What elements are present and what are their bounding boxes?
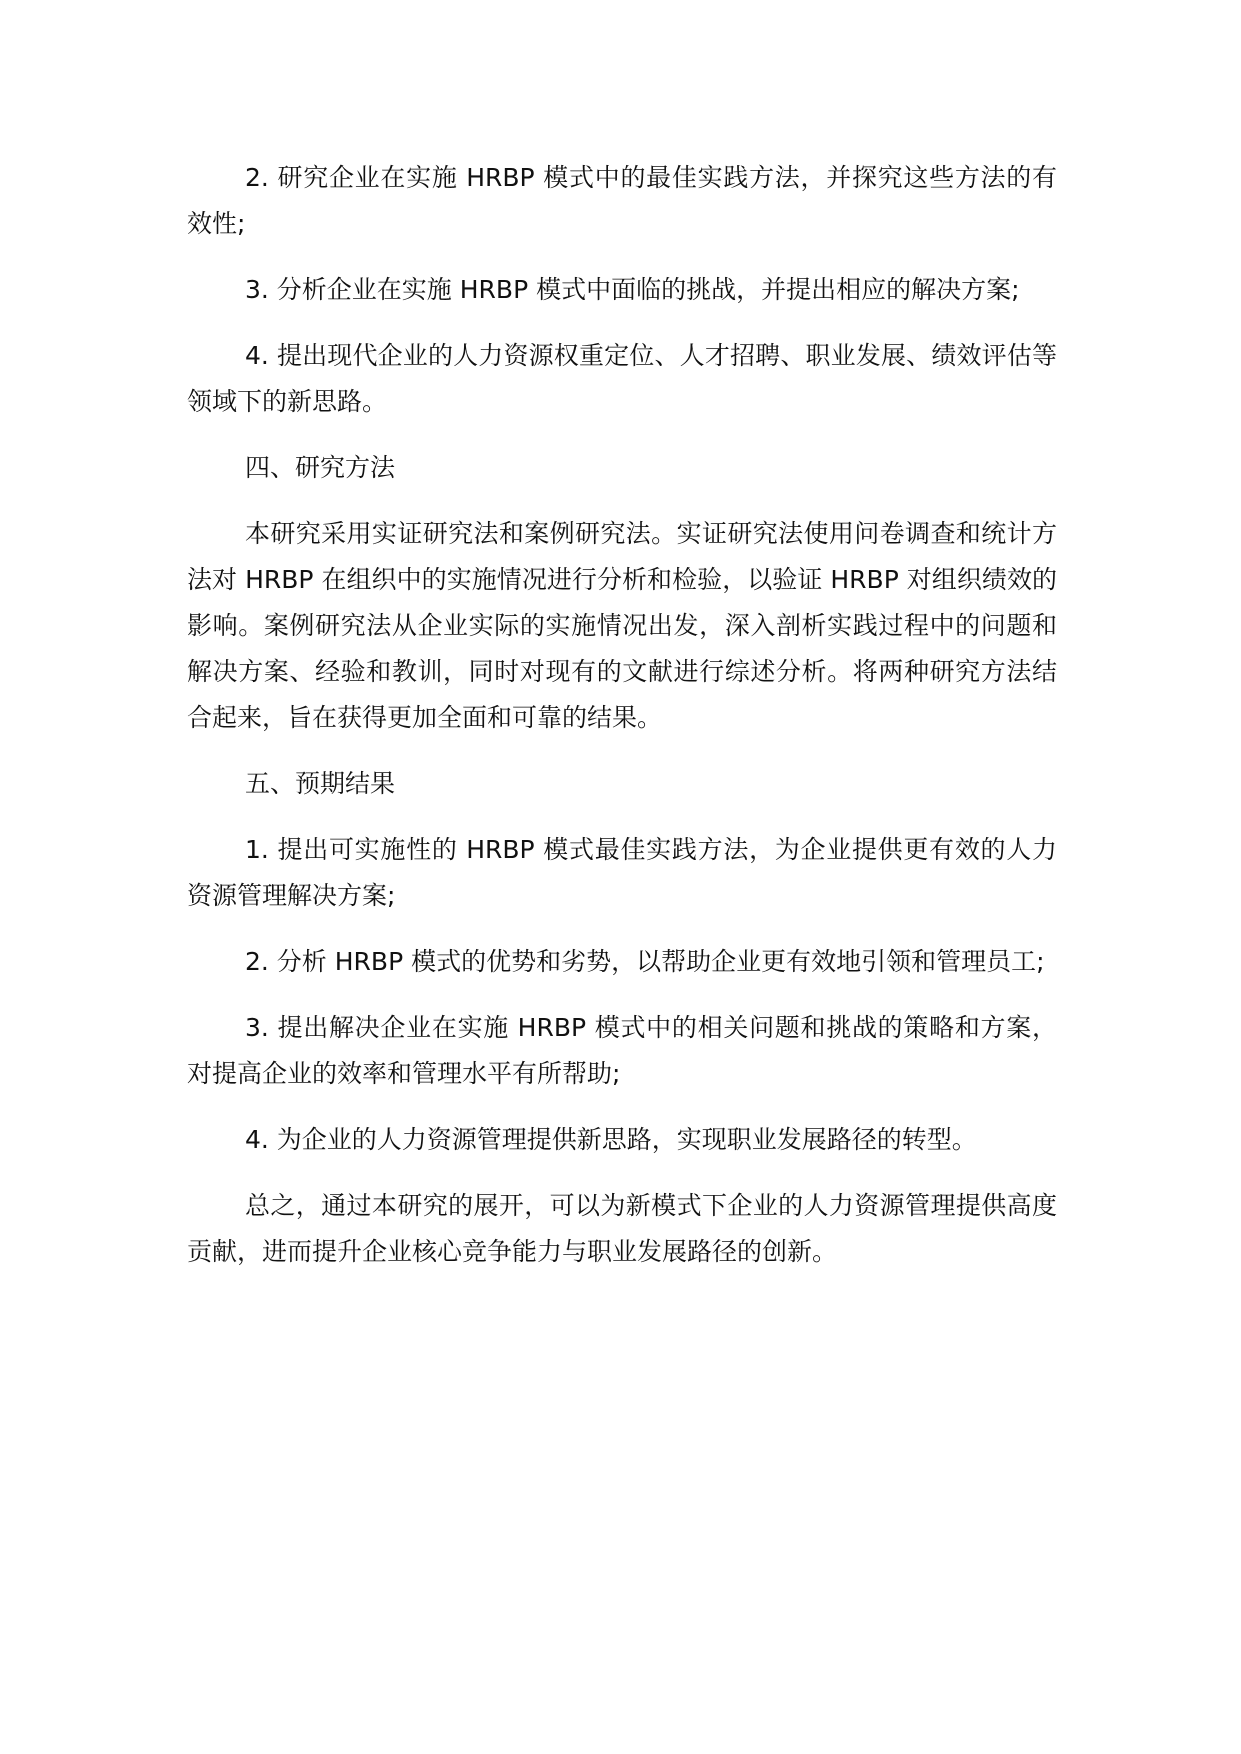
section-heading-expected-results: 五、预期结果 (245, 769, 396, 798)
section-heading-research-methods: 四、研究方法 (245, 453, 396, 482)
list-item-result-strategies: 3. 提出解决企业在实施 HRBP 模式中的相关问题和挑战的策略和方案，对提高企业的效率和管理水平有所帮助; (187, 1013, 1057, 1088)
paragraph-conclusion: 总之，通过本研究的展开，可以为新模式下企业的人力资源管理提供高度贡献，进而提升企业核心竞争能力与职业发展路径的创新。 (187, 1191, 1057, 1266)
list-item-research-best-practice: 2. 研究企业在实施 HRBP 模式中的最佳实践方法，并探究这些方法的有效性; (187, 163, 1057, 238)
list-item-result-best-practice: 1. 提出可实施性的 HRBP 模式最佳实践方法，为企业提供更有效的人力资源管理解决方案; (187, 835, 1057, 910)
document-body (187, 155, 1057, 1295)
paragraph-research-methods: 本研究采用实证研究法和案例研究法。实证研究法使用问卷调查和统计方法对 HRBP 在组织中的实施情况进行分析和检验，以验证 HRBP 对组织绩效的影响。案例研究法从企业实际的实施情况出发，深入剖析实践过程中的问题和解决方案、经验和教训，同时对现有的文献进行综述分析。将两种研究方法结合起来，旨在获得更加全面和可靠的结果。 (187, 519, 1057, 732)
list-item-result-pros-cons: 2. 分析 HRBP 模式的优势和劣势，以帮助企业更有效地引领和管理员工; (245, 947, 1045, 976)
list-item-new-ideas: 4. 提出现代企业的人力资源权重定位、人才招聘、职业发展、绩效评估等领域下的新思路。 (187, 341, 1057, 416)
list-item-analyze-challenges: 3. 分析企业在实施 HRBP 模式中面临的挑战，并提出相应的解决方案; (245, 275, 1020, 304)
list-item-result-new-ideas: 4. 为企业的人力资源管理提供新思路，实现职业发展路径的转型。 (245, 1125, 977, 1154)
